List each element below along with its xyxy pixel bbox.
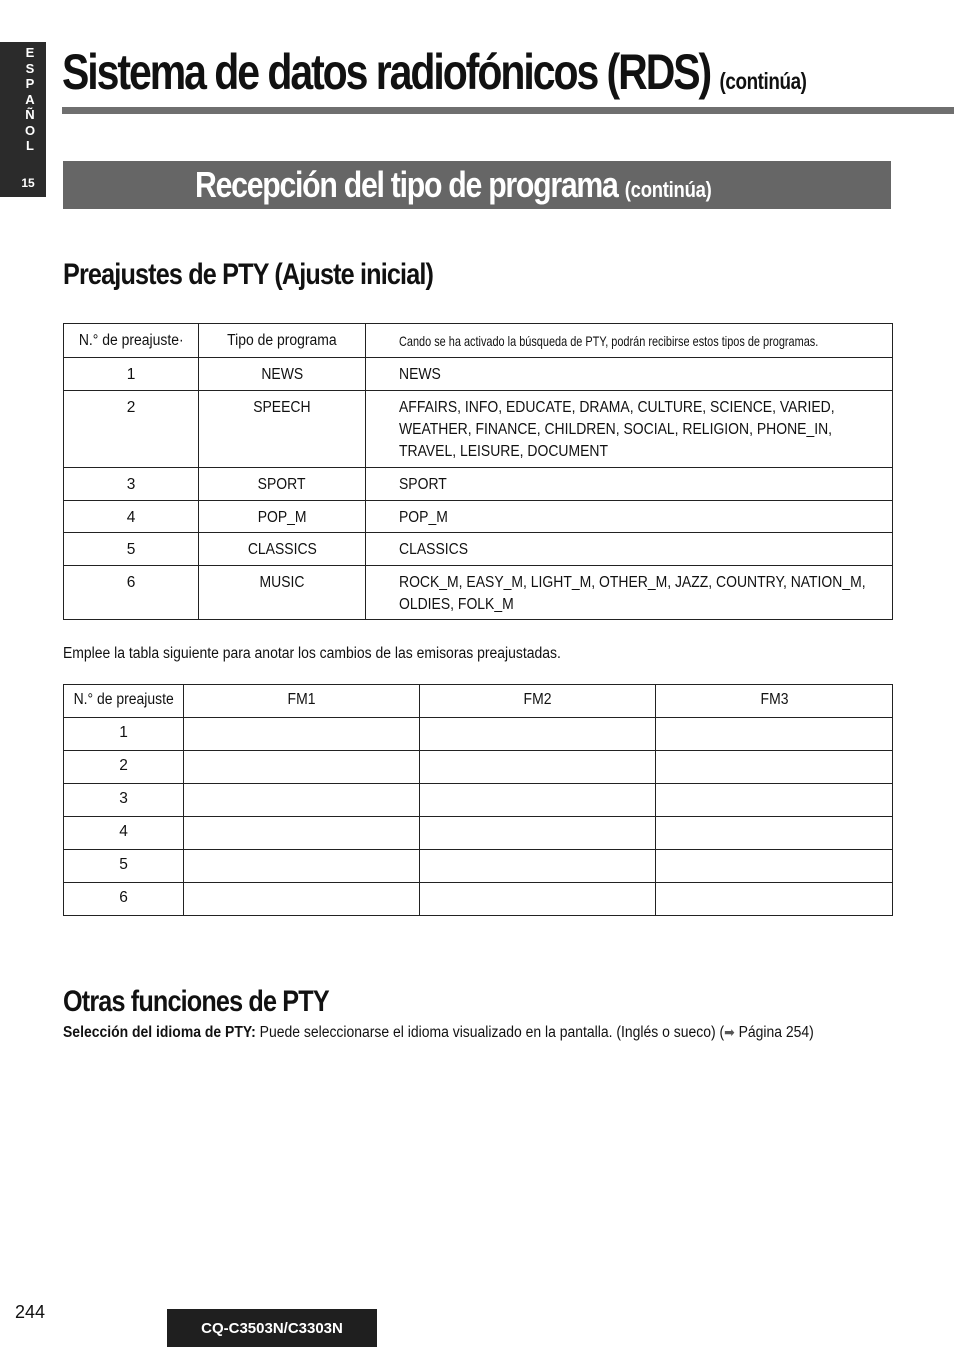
- cell: NEWS: [199, 358, 366, 391]
- cell: POP_M: [199, 501, 366, 533]
- side-letter: O: [24, 122, 36, 138]
- cell: NEWS: [366, 358, 893, 391]
- header-cell: N.° de preajuste·: [64, 324, 199, 358]
- cell: 6: [64, 883, 184, 916]
- header-cell: FM1: [184, 685, 420, 718]
- preset-heading: Preajustes de PTY (Ajuste inicial): [63, 258, 434, 291]
- cell: 5: [64, 850, 184, 883]
- cell: SPEECH: [199, 391, 366, 468]
- table-row: [64, 817, 893, 850]
- cell: CLASSICS: [199, 533, 366, 566]
- side-letter: S: [25, 60, 35, 76]
- fm3-cell[interactable]: [656, 751, 893, 784]
- cell: AFFAIRS, INFO, EDUCATE, DRAMA, CULTURE, SCIENCE, VARIED, WEATHER, FINANCE, CHILDREN, SOCIAL, RELIGION, PHONE_IN, TRAVEL, LEISURE, DOCUMENT: [366, 391, 893, 468]
- table-row: [64, 784, 893, 817]
- fm1-cell[interactable]: [184, 718, 420, 751]
- cell: SPORT: [199, 468, 366, 501]
- cell: ROCK_M, EASY_M, LIGHT_M, OTHER_M, JAZZ, COUNTRY, NATION_M, OLDIES, FOLK_M: [366, 566, 893, 620]
- pty-language-label: Selección del idioma de PTY:: [63, 1024, 256, 1041]
- table-row: [64, 566, 893, 620]
- table-row: [64, 751, 893, 784]
- fm2-cell[interactable]: [420, 850, 656, 883]
- right-arrow-icon: ➡: [724, 1024, 735, 1040]
- section-title-continued: (continúa): [624, 177, 712, 202]
- station-record-table: [63, 684, 893, 916]
- fm1-cell[interactable]: [184, 817, 420, 850]
- cell: 4: [64, 501, 199, 533]
- fm3-cell[interactable]: [656, 850, 893, 883]
- side-tab-number: 15: [21, 176, 35, 190]
- fm3-cell[interactable]: [656, 817, 893, 850]
- cell: 1: [64, 358, 199, 391]
- cell: 5: [64, 533, 199, 566]
- cell: MUSIC: [199, 566, 366, 620]
- side-letter: P: [25, 76, 35, 91]
- table-header-row: [64, 324, 893, 358]
- page-title-continued: (continúa): [719, 68, 807, 94]
- table-row: [64, 501, 893, 533]
- side-letter: E: [25, 45, 35, 60]
- table-row: [64, 468, 893, 501]
- table-row: [64, 718, 893, 751]
- cell: 2: [64, 751, 184, 784]
- pty-language-paragraph: [63, 1021, 873, 1044]
- header-cell: FM3: [656, 685, 893, 718]
- fm2-cell[interactable]: [420, 718, 656, 751]
- cell: 3: [64, 468, 199, 501]
- fm1-cell[interactable]: [184, 850, 420, 883]
- cell: 2: [64, 391, 199, 468]
- station-table-note: Emplee la tabla siguiente para anotar los cambios de las emisoras preajustadas.: [63, 645, 561, 662]
- table-row: [64, 533, 893, 566]
- fm2-cell[interactable]: [420, 751, 656, 784]
- cell: POP_M: [366, 501, 893, 533]
- table-row: [64, 883, 893, 916]
- fm2-cell[interactable]: [420, 817, 656, 850]
- other-functions-heading: Otras funciones de PTY: [63, 985, 329, 1018]
- cell: 3: [64, 784, 184, 817]
- header-cell: Cando se ha activado la búsqueda de PTY, podrán recibirse estos tipos de programas.: [366, 324, 893, 358]
- side-letter: Ñ: [25, 107, 35, 122]
- section-title: [195, 164, 712, 211]
- pty-language-text: Puede seleccionarse el idioma visualizado en la pantalla. (Inglés o sueco) (: [259, 1024, 725, 1041]
- table-row: [64, 358, 893, 391]
- cell: 4: [64, 817, 184, 850]
- page-title-main: Sistema de datos radiofónicos (RDS): [62, 44, 711, 100]
- page-title: [62, 40, 807, 113]
- title-rule: [62, 107, 954, 114]
- fm2-cell[interactable]: [420, 883, 656, 916]
- header-cell: FM2: [420, 685, 656, 718]
- header-cell: Tipo de programa: [199, 324, 366, 358]
- cell: CLASSICS: [366, 533, 893, 566]
- section-bar: [63, 161, 891, 209]
- language-side-tab: [0, 42, 46, 197]
- table-row: [64, 850, 893, 883]
- fm3-cell[interactable]: [656, 784, 893, 817]
- fm2-cell[interactable]: [420, 784, 656, 817]
- fm3-cell[interactable]: [656, 718, 893, 751]
- fm1-cell[interactable]: [184, 751, 420, 784]
- page-number: 244: [15, 1302, 46, 1322]
- cell: 1: [64, 718, 184, 751]
- side-letter: A: [25, 91, 35, 107]
- side-letter: L: [26, 138, 34, 153]
- table-row: [64, 391, 893, 468]
- side-tab-letters: [0, 45, 60, 154]
- table-header-row: [64, 685, 893, 718]
- cell: 6: [64, 566, 199, 620]
- model-badge: CQ-C3503N/C3303N: [167, 1309, 377, 1347]
- cell: SPORT: [366, 468, 893, 501]
- page-reference: Página 254): [738, 1024, 814, 1041]
- fm3-cell[interactable]: [656, 883, 893, 916]
- pty-preset-table: [63, 323, 893, 620]
- section-title-main: Recepción del tipo de programa: [195, 164, 618, 205]
- fm1-cell[interactable]: [184, 784, 420, 817]
- header-cell: N.° de preajuste: [64, 685, 184, 718]
- fm1-cell[interactable]: [184, 883, 420, 916]
